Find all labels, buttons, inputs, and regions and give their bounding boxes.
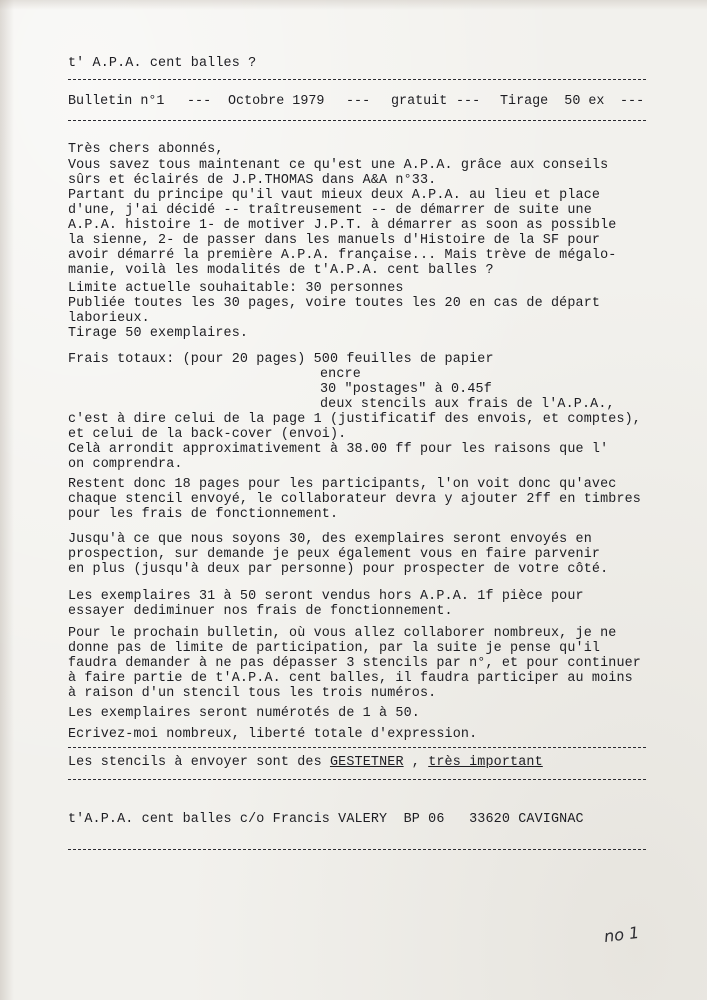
prospection-line: en plus (jusqu'à deux par personne) pour prospecter de votre côté.: [68, 562, 609, 577]
intro-line: Partant du principe qu'il vaut mieux deux A.P.A. au lieu et place: [68, 188, 601, 203]
header-separator: ---: [456, 94, 481, 109]
costs-line: c'est à dire celui de la page 1 (justificatif des envois, et comptes),: [68, 412, 641, 427]
intro-line: Vous savez tous maintenant ce qu'est une A.P.A. grâce aux conseils: [68, 158, 609, 173]
prospection-line: Jusqu'à ce que nous soyons 30, des exemplaires seront envoyés en: [68, 532, 592, 547]
next-issue-line: donne pas de limite de participation, par la suite je pense qu'il: [68, 641, 601, 656]
costs-item: 30 "postages" à 0.45f: [320, 382, 492, 397]
costs-item: deux stencils aux frais de l'A.P.A.,: [320, 397, 615, 412]
notice-separator: ,: [403, 755, 429, 770]
limits-line: Limite actuelle souhaitable: 30 personnes: [68, 281, 404, 296]
pages-line: chaque stencil envoyé, le collaborateur devra y ajouter 2ff en timbres: [68, 492, 641, 507]
next-issue-line: à raison d'un stencil tous les trois numéros.: [68, 686, 437, 701]
sales-line: essayer dediminuer nos frais de fonctionnement.: [68, 604, 453, 619]
intro-line: d'une, j'ai décidé -- traîtreusement -- de démarrer de suite une: [68, 203, 592, 218]
bulletin-print-run: Tirage 50 ex: [500, 94, 605, 109]
divider-top: [68, 79, 646, 80]
intro-line: manie, voilà les modalités de t'A.P.A. cent balles ?: [68, 263, 494, 278]
costs-line: Celà arrondit approximativement à 38.00 ff pour les raisons que l': [68, 442, 609, 457]
pages-line: pour les frais de fonctionnement.: [68, 507, 339, 522]
numbering-note: Les exemplaires seront numérotés de 1 à 50.: [68, 706, 420, 721]
notice-text: Les stencils à envoyer sont des: [68, 755, 330, 770]
sales-line: Les exemplaires 31 à 50 seront vendus hors A.P.A. 1f pièce pour: [68, 589, 584, 604]
postal-address: t'A.P.A. cent balles c/o Francis VALERY BP 06 33620 CAVIGNAC: [68, 812, 584, 827]
intro-line: sûrs et éclairés de J.P.THOMAS dans A&A n°33.: [68, 173, 437, 188]
header-separator: ---: [620, 94, 645, 109]
bulletin-price: gratuit: [391, 94, 448, 109]
greeting: Très chers abonnés,: [68, 142, 224, 157]
divider-notice: [68, 747, 646, 748]
limits-line: Publiée toutes les 30 pages, voire toutes les 20 en cas de départ: [68, 296, 601, 311]
paper-edge-shadow: [0, 0, 14, 1000]
limits-line: Tirage 50 exemplaires.: [68, 326, 249, 341]
divider-header: [68, 120, 646, 121]
divider-footer: [68, 779, 646, 780]
costs-line: on comprendra.: [68, 457, 183, 472]
paper-top-shadow: [0, 0, 707, 10]
intro-line: avoir démarré la première A.P.A. française... Mais trève de mégalo-: [68, 248, 617, 263]
next-issue-line: faudra demander à ne pas dépasser 3 stencils par n°, et pour continuer: [68, 656, 641, 671]
notice-brand: GESTETNER: [329, 755, 404, 770]
intro-line: la sienne, 2- de passer dans les manuels d'Histoire de la SF pour: [68, 233, 601, 248]
closing-line: Ecrivez-moi nombreux, liberté totale d'expression.: [68, 727, 478, 742]
stencil-notice: [68, 755, 543, 770]
pages-line: Restent donc 18 pages pour les participants, l'on voit donc qu'avec: [68, 477, 617, 492]
costs-line: et celui de la back-cover (envoi).: [68, 427, 347, 442]
costs-item: encre: [320, 367, 361, 382]
costs-line: Frais totaux: (pour 20 pages) 500 feuilles de papier: [68, 352, 494, 367]
next-issue-line: Pour le prochain bulletin, où vous allez collaborer nombreux, je ne: [68, 626, 617, 641]
prospection-line: prospection, sur demande je peux également vous en faire parvenir: [68, 547, 601, 562]
fanzine-title: t' A.P.A. cent balles ?: [68, 56, 257, 71]
divider-bottom: [68, 849, 646, 850]
limits-line: laborieux.: [68, 311, 150, 326]
header-separator: ---: [187, 94, 212, 109]
notice-emphasis: très important: [428, 755, 543, 770]
header-separator: ---: [346, 94, 371, 109]
handwritten-annotation: no 1: [602, 922, 641, 947]
intro-line: A.P.A. histoire 1- de motiver J.P.T. à démarrer as soon as possible: [68, 218, 617, 233]
next-issue-line: à faire partie de t'A.P.A. cent balles, il faudra participer au moins: [68, 671, 633, 686]
bulletin-number: Bulletin n°1: [68, 94, 165, 109]
bulletin-date: Octobre 1979: [228, 94, 325, 109]
